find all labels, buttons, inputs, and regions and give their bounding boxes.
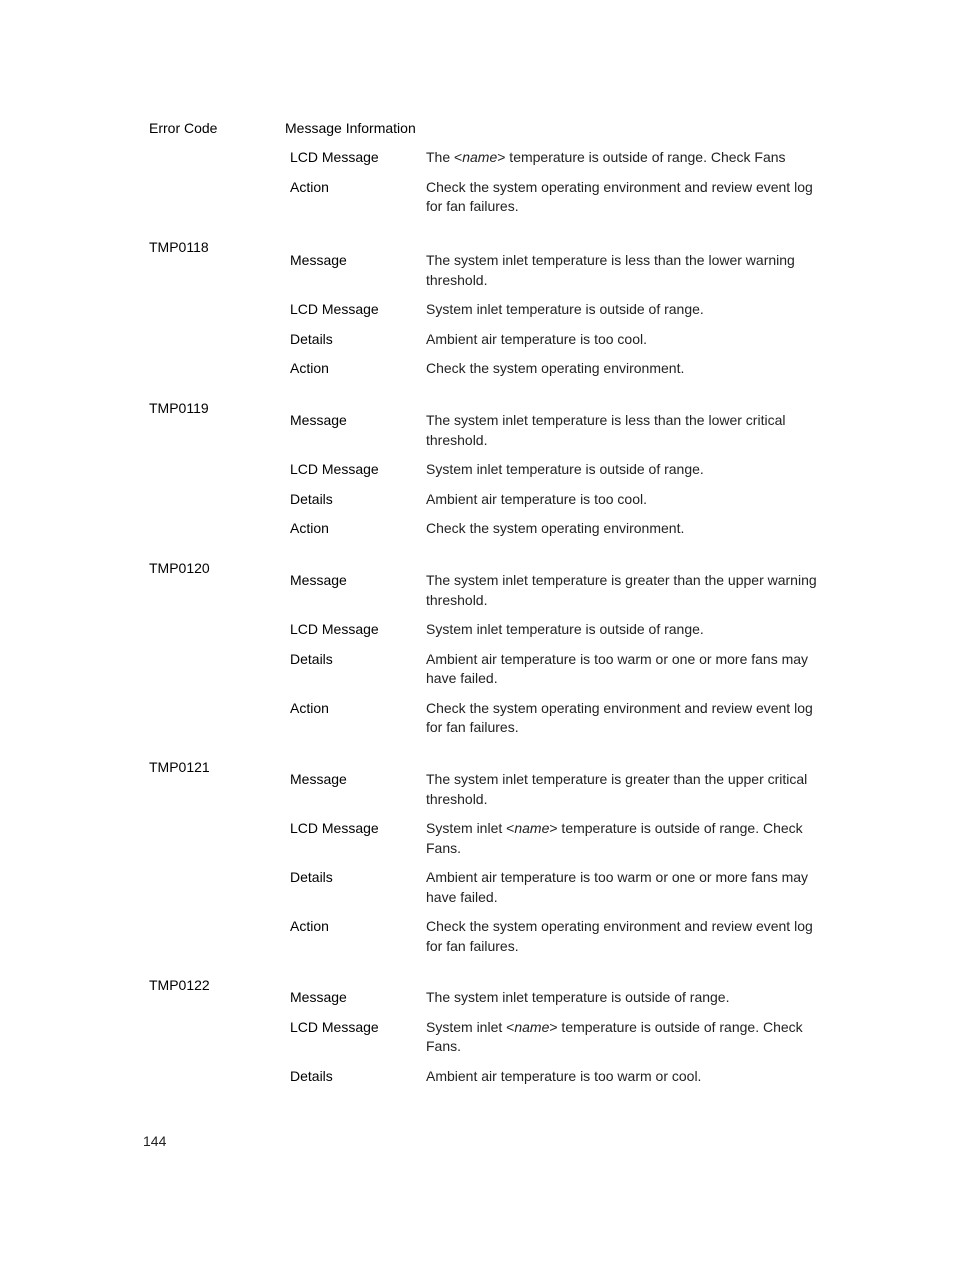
error-code: TMP0119 <box>149 400 209 416</box>
info-label: Action <box>290 360 329 376</box>
info-text <box>426 1018 830 1057</box>
info-label: Action <box>290 520 329 536</box>
text-fragment: The system inlet temperature is greater than the upper warning threshold. <box>426 572 817 608</box>
info-label: Details <box>290 490 333 507</box>
text-fragment: The < <box>426 149 463 165</box>
info-text <box>426 300 830 320</box>
info-label: Message <box>290 412 347 428</box>
info-row <box>290 1018 830 1057</box>
text-fragment: The system inlet temperature is outside of range. <box>426 989 730 1005</box>
info-row <box>290 300 830 320</box>
text-fragment: Ambient air temperature is too warm or cool. <box>426 1067 702 1084</box>
info-label: Action <box>290 178 329 195</box>
text-fragment: The system inlet temperature is less than the lower critical threshold. <box>426 412 786 448</box>
info-row <box>290 330 830 350</box>
text-fragment: > temperature is outside of range. Check Fans <box>497 149 786 165</box>
info-row <box>290 868 830 907</box>
page-number: 144 <box>143 1133 167 1149</box>
error-code: TMP0120 <box>149 560 210 576</box>
message-information-rows <box>290 770 830 966</box>
message-information-rows <box>290 251 830 389</box>
info-row <box>290 650 830 689</box>
message-information-rows <box>290 988 830 1096</box>
info-row <box>290 917 830 956</box>
info-text <box>426 699 830 738</box>
info-label: Action <box>290 918 329 934</box>
info-label: LCD Message <box>290 621 379 637</box>
info-text <box>426 178 830 217</box>
info-text <box>426 148 830 168</box>
info-text <box>426 650 830 689</box>
info-text <box>426 620 830 640</box>
info-text <box>426 1067 830 1087</box>
placeholder-text: name <box>514 1018 550 1035</box>
message-information-column-header: Message Information <box>285 120 416 136</box>
info-text <box>426 251 830 290</box>
text-fragment: > temperature is outside of range. Check Fans. <box>426 820 803 856</box>
message-information-rows <box>290 148 830 227</box>
info-row <box>290 819 830 858</box>
info-text <box>426 868 830 907</box>
text-fragment: Check the system operating environment and review event log for fan failures. <box>426 699 813 735</box>
info-label: Message <box>290 572 347 588</box>
placeholder-text: name <box>462 149 498 165</box>
info-text <box>426 411 830 450</box>
info-text <box>426 519 830 539</box>
info-label: Details <box>290 1067 333 1084</box>
text-fragment: System inlet < <box>426 1018 515 1035</box>
info-label: Message <box>290 989 347 1005</box>
error-code: TMP0122 <box>149 977 210 993</box>
info-row <box>290 519 830 539</box>
info-row <box>290 359 830 379</box>
info-row <box>290 699 830 738</box>
text-fragment: System inlet < <box>426 820 515 836</box>
info-row <box>290 251 830 290</box>
text-fragment: Check the system operating environment and review event log for fan failures. <box>426 918 813 954</box>
info-label: Message <box>290 771 347 787</box>
message-information-rows <box>290 571 830 748</box>
text-fragment: > temperature is outside of range. Check Fans. <box>426 1018 803 1054</box>
text-fragment: Check the system operating environment. <box>426 520 685 536</box>
info-text <box>426 770 830 809</box>
info-row <box>290 620 830 640</box>
info-label: LCD Message <box>290 461 379 477</box>
info-row <box>290 490 830 510</box>
error-code: TMP0118 <box>149 239 209 255</box>
info-row <box>290 770 830 809</box>
info-text <box>426 460 830 480</box>
message-information-rows <box>290 411 830 549</box>
info-text <box>426 330 830 350</box>
info-label: LCD Message <box>290 1018 379 1035</box>
text-fragment: The system inlet temperature is greater than the upper critical threshold. <box>426 771 808 807</box>
info-label: Action <box>290 699 329 716</box>
text-fragment: Ambient air temperature is too warm or one or more fans may have failed. <box>426 869 809 905</box>
text-fragment: System inlet temperature is outside of range. <box>426 301 704 317</box>
info-text <box>426 359 830 379</box>
info-text <box>426 917 830 956</box>
info-row <box>290 178 830 217</box>
info-text <box>426 490 830 510</box>
error-code-column-header: Error Code <box>149 120 218 136</box>
text-fragment: System inlet temperature is outside of range. <box>426 621 704 637</box>
info-row <box>290 988 830 1008</box>
error-code: TMP0121 <box>149 759 210 775</box>
info-row <box>290 411 830 450</box>
text-fragment: Ambient air temperature is too cool. <box>426 490 647 507</box>
info-label: Details <box>290 869 333 885</box>
info-text <box>426 571 830 610</box>
info-label: LCD Message <box>290 820 379 836</box>
info-row <box>290 571 830 610</box>
info-text <box>426 819 830 858</box>
info-label: Details <box>290 330 333 347</box>
info-label: Message <box>290 252 347 268</box>
text-fragment: Ambient air temperature is too warm or one or more fans may have failed. <box>426 650 809 686</box>
placeholder-text: name <box>514 820 550 836</box>
info-label: LCD Message <box>290 149 379 165</box>
text-fragment: The system inlet temperature is less than the lower warning threshold. <box>426 252 795 288</box>
info-row <box>290 1067 830 1087</box>
info-row <box>290 460 830 480</box>
text-fragment: Ambient air temperature is too cool. <box>426 330 647 347</box>
info-label: Details <box>290 650 333 667</box>
text-fragment: Check the system operating environment and review event log for fan failures. <box>426 178 813 214</box>
info-row <box>290 148 830 168</box>
info-text <box>426 988 830 1008</box>
text-fragment: System inlet temperature is outside of range. <box>426 461 704 477</box>
info-label: LCD Message <box>290 301 379 317</box>
text-fragment: Check the system operating environment. <box>426 360 685 376</box>
